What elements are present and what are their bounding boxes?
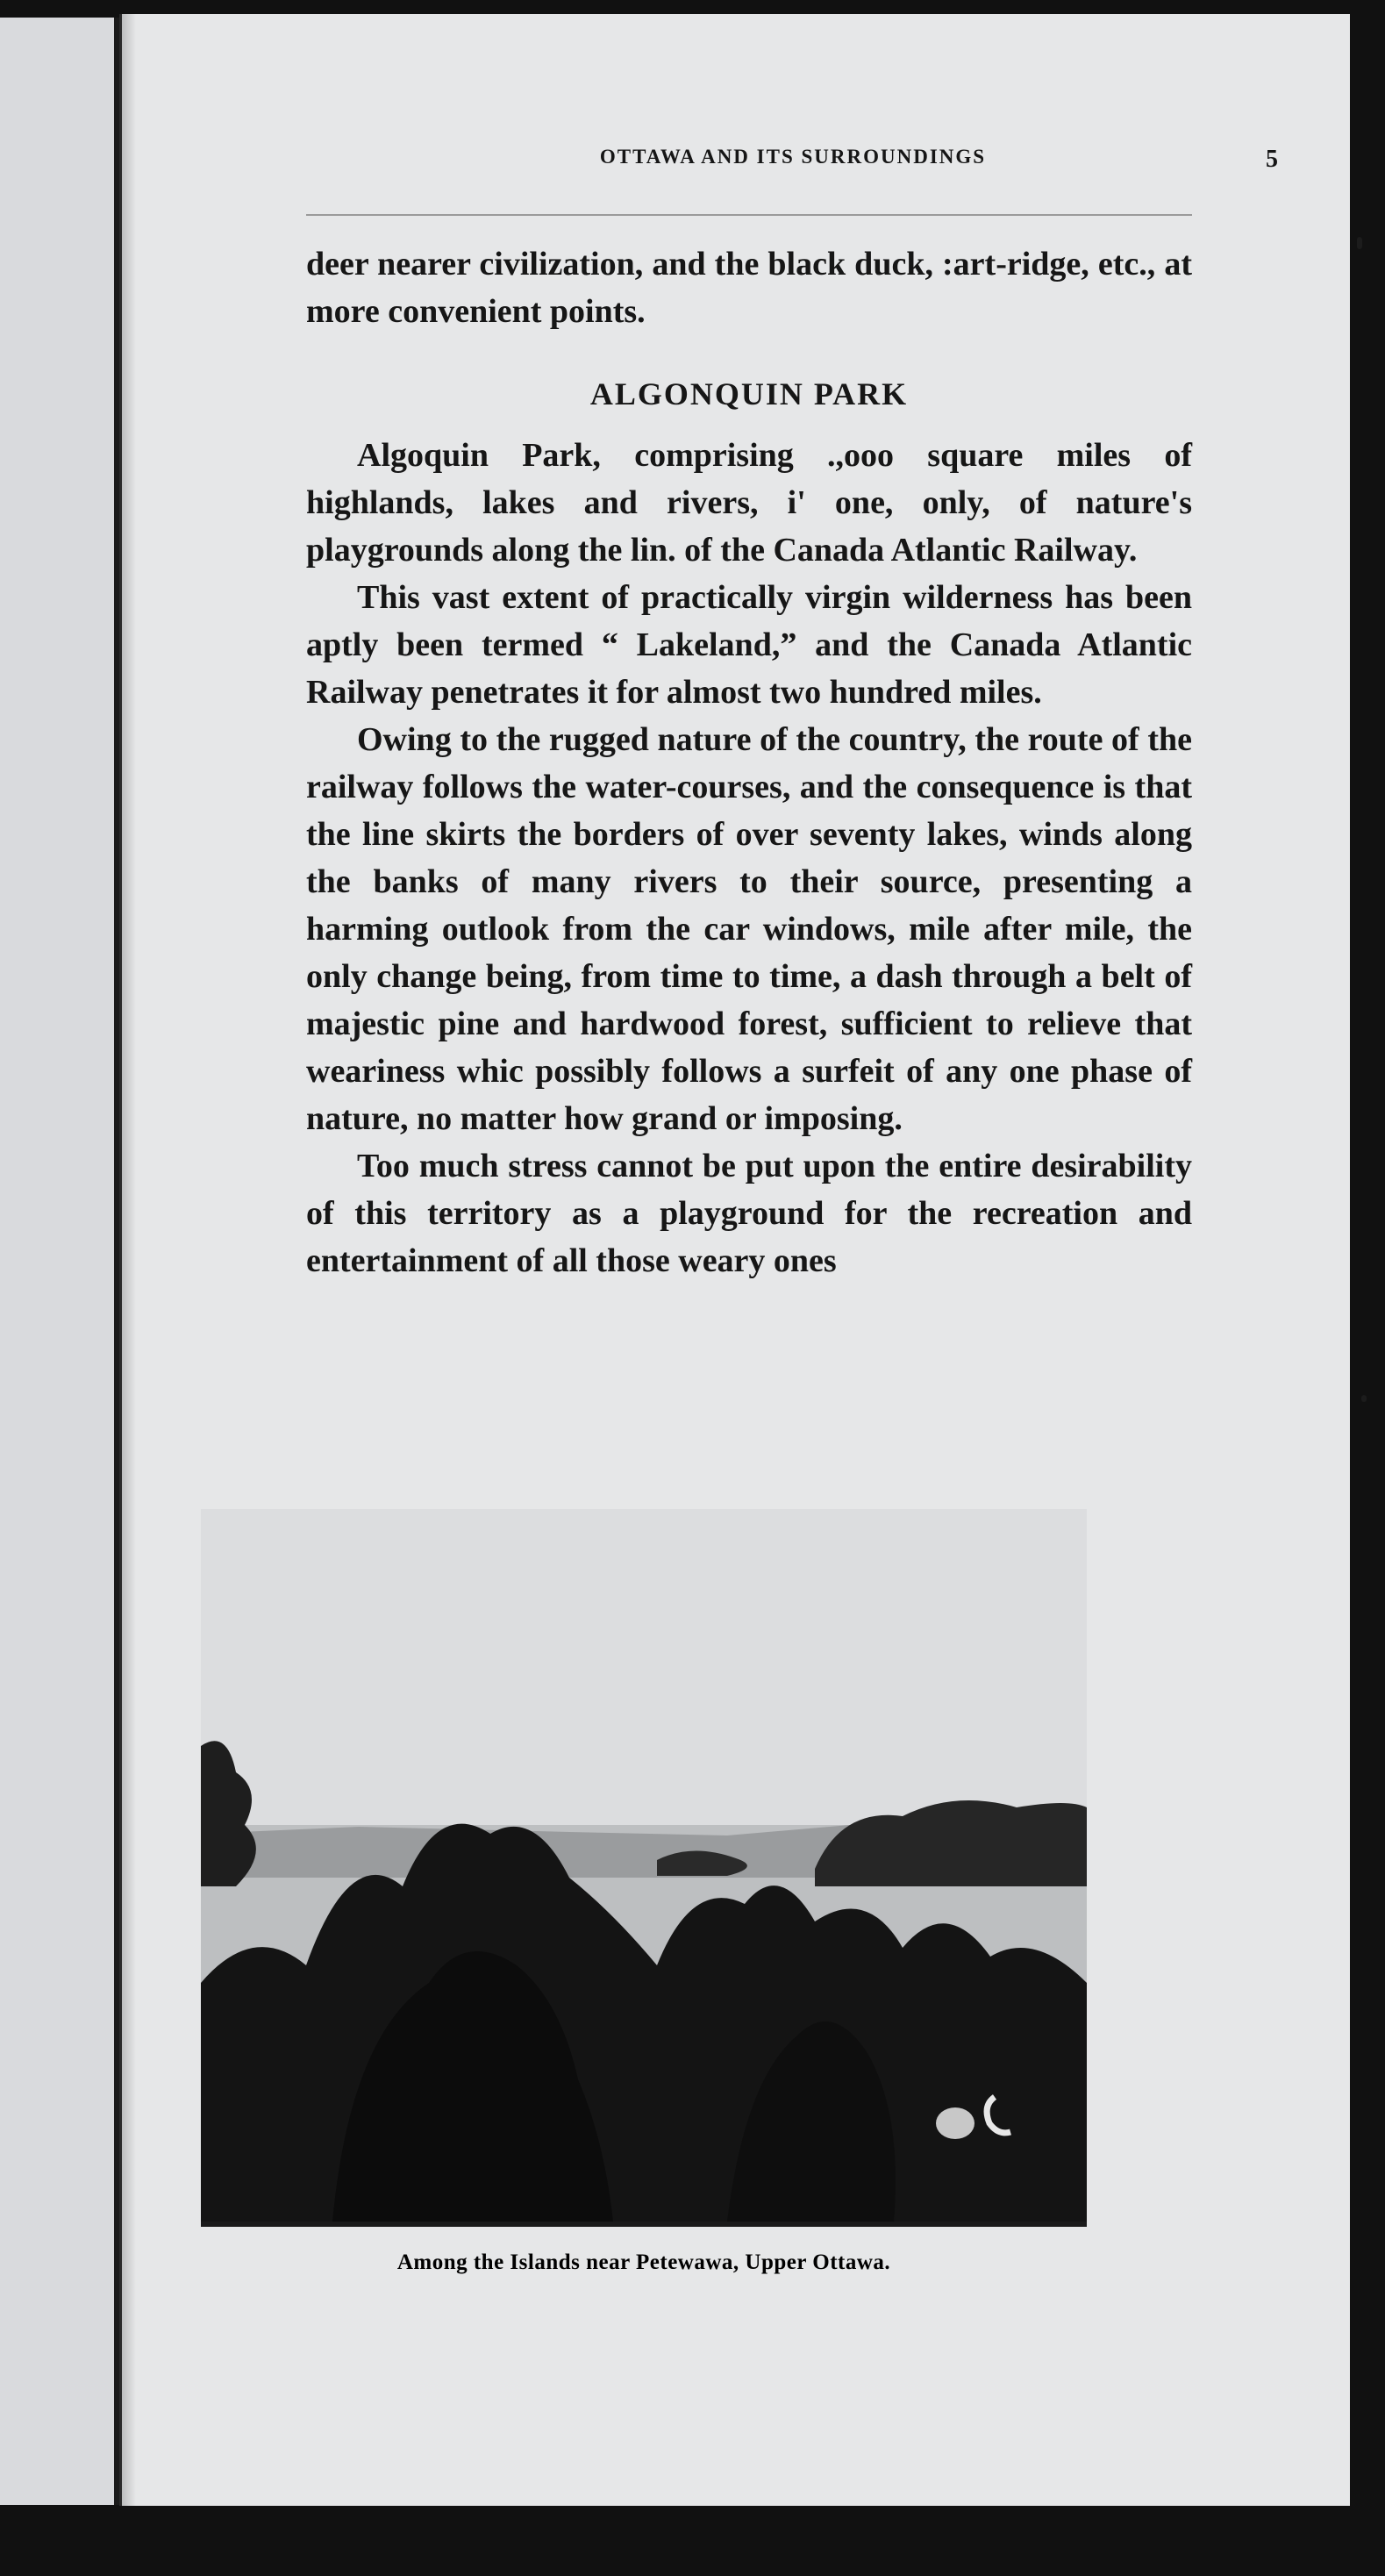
paragraph-4: Too much stress cannot be put upon the entire desirability of this territory as a playground for the recreation and entertainment of all those weary ones — [306, 1148, 1192, 1279]
header-rule — [306, 214, 1192, 216]
paragraph-1: Algoquin Park, comprising .,ooo square miles of highlands, lakes and rivers, i' one, only, of nature's playgrounds along the lin. of the Canada Atlantic Railway. — [306, 437, 1192, 569]
photo-illustration — [201, 1509, 1087, 2222]
page-number: 5 — [1266, 146, 1280, 173]
facing-page-edge — [0, 18, 119, 2505]
scan-speck — [1361, 1395, 1367, 1402]
figure-caption: Among the Islands near Petewawa, Upper Ottawa. — [396, 2250, 891, 2274]
section-title: ALGONQUIN PARK — [589, 376, 909, 411]
spine-shadow — [122, 14, 136, 2506]
continuation-paragraph: deer nearer civilization, and the black duck, :art-ridge, etc., at more convenient points. — [306, 246, 1192, 330]
body-text — [306, 240, 1192, 1284]
paragraph-2: This vast extent of practically virgin wilderness has been aptly been termed “ Lakeland,” and the Canada Atlantic Railway penetrates it for almost two hundred miles. — [306, 579, 1192, 711]
lake-islands-photo — [201, 1509, 1087, 2227]
running-head-text: OTTAWA AND ITS SURROUNDINGS — [599, 146, 987, 168]
paragraph-3: Owing to the rugged nature of the country, the route of the railway follows the water-courses, and the consequence is that the line skirts the borders of over seventy lakes, winds along the banks of many rivers to their source, presenting a harming outlook from the car windows, mile after mile, the only change being, from time to time, a dash through a belt of majestic pine and hardwood forest, sufficient to relieve that weariness whic possibly follows a surfeit of any one phase of nature, no matter how grand or imposing. — [306, 721, 1192, 1137]
running-head — [306, 146, 1280, 173]
scan-speck — [1357, 237, 1362, 249]
